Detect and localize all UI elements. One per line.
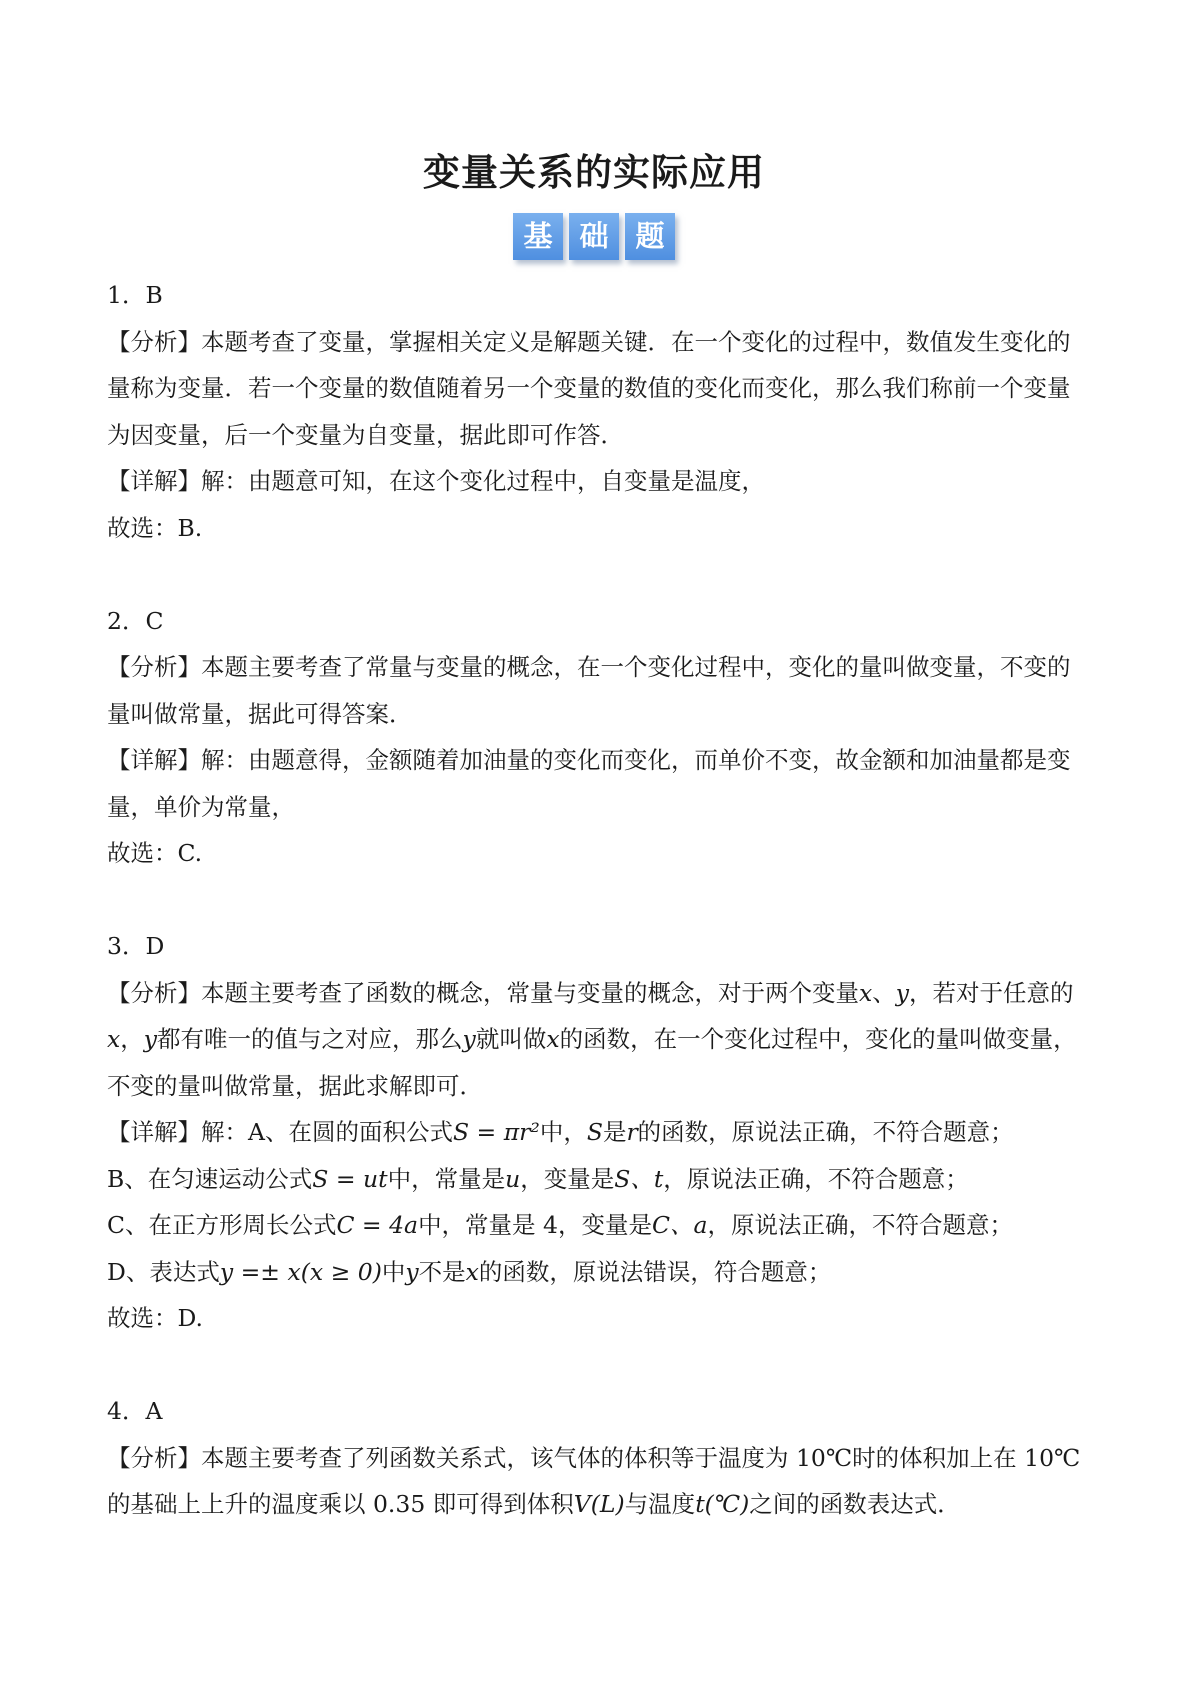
q3-detail-a: 【详解】解：A、在圆的面积公式S = πr²中，S是r的函数，原说法正确，不符合题意； [107,1118,1014,1146]
q2-conclusion: 故选：C. [107,839,203,867]
badge-char: 础 [569,213,619,260]
q4-answer: 4．A [107,1397,163,1425]
q2-analysis: 【分析】本题主要考查了常量与变量的概念，在一个变化过程中，变化的量叫做变量，不变的量叫做常量，据此可得答案． [107,653,1071,728]
q3-detail-b: B、在匀速运动公式S = ut中，常量是u，变量是S、t，原说法正确，不符合题意； [107,1164,969,1193]
q1-analysis: 【分析】本题考查了变量，掌握相关定义是解题关键．在一个变化的过程中，数值发生变化的量称为变量．若一个变量的数值随着另一个变量的数值的变化而变化，那么我们称前一个变量为因变量，后一个变量为自变量，据此即可作答． [107,327,1071,449]
q3-analysis: 【分析】本题主要考查了函数的概念，常量与变量的概念，对于两个变量x、y，若对于任意的x，y都有唯一的值与之对应，那么y就叫做x的函数，在一个变化过程中，变化的量叫做变量，不变的量叫做常量，据此求解即可． [107,978,1077,1100]
q3-detail-c: C、在正方形周长公式C = 4a中，常量是 4，变量是C、a，原说法正确，不符合题意； [107,1211,1013,1239]
q2-answer: 2．C [107,606,164,635]
q3-conclusion: 故选：D. [107,1304,203,1332]
q4-analysis: 【分析】本题主要考查了列函数关系式，该气体的体积等于温度为 10℃时的体积加上在 10℃的基础上上升的温度乘以 0.35 即可得到体积V(L)与温度t(℃)之间的函数表达式． [107,1443,1081,1518]
badge-char: 题 [625,213,675,260]
q1-answer: 1．B [107,281,163,309]
q1-conclusion: 故选：B. [107,513,203,542]
q2-detail: 【详解】解：由题意得，金额随着加油量的变化而变化，而单价不变，故金额和加油量都是变量，单价为常量， [107,746,1071,821]
q1-detail: 【详解】解：由题意可知，在这个变化过程中，自变量是温度， [107,467,765,495]
q3-answer: 3．D [107,932,165,960]
answer-content [107,272,1083,1528]
badge-char: 基 [513,213,563,260]
section-badge-basic [0,213,1188,260]
page-title: 变量关系的实际应用 [423,150,765,194]
q3-detail-d: D、表达式y =± x(x ≥ 0)中y不是x的函数，原说法错误，符合题意； [107,1257,832,1286]
